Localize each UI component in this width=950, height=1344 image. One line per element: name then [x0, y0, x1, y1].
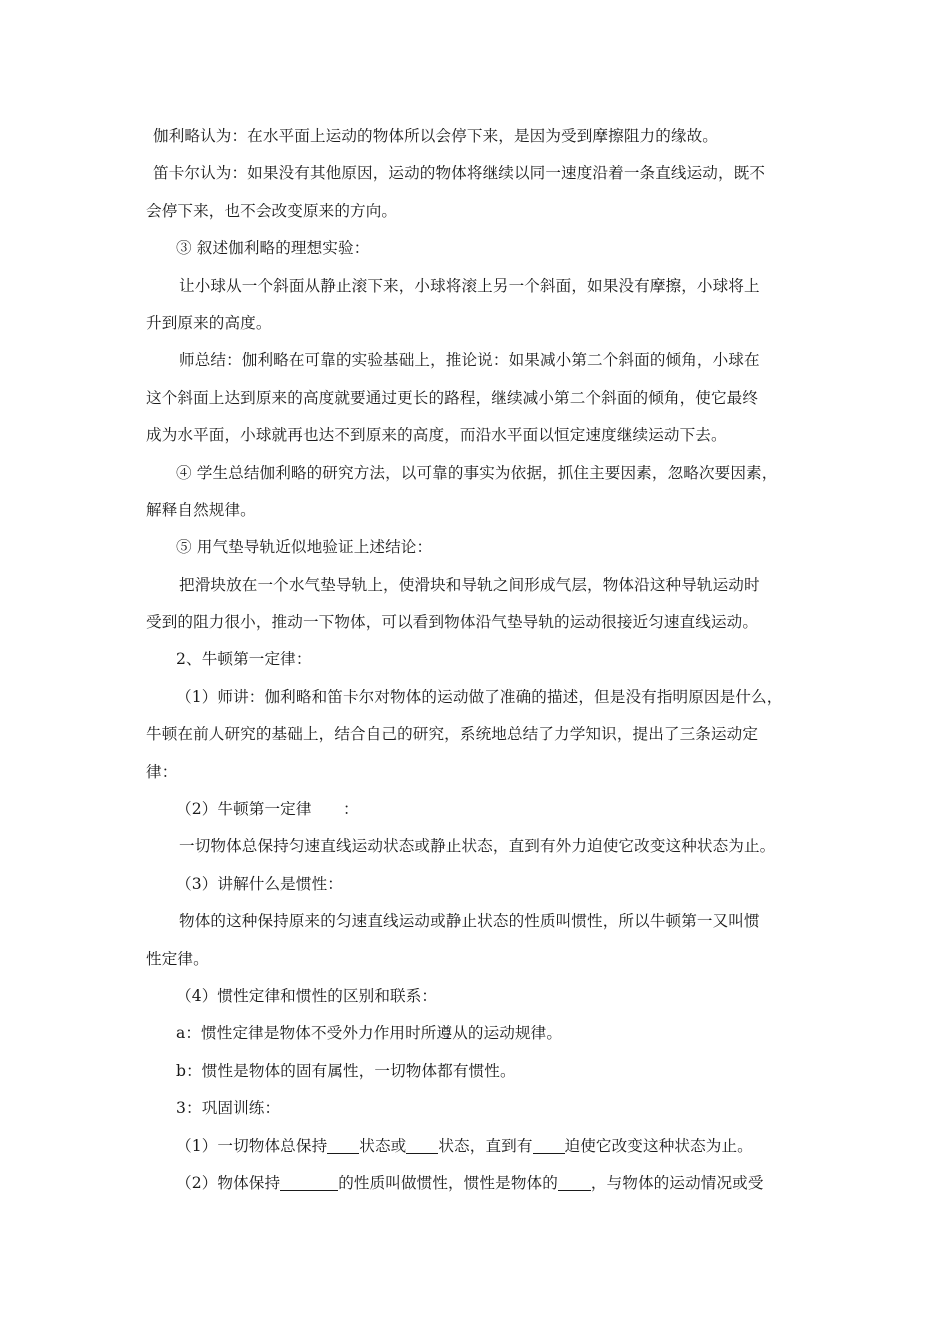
fill-blank — [327, 1137, 359, 1154]
exercise-question-1 — [0, 1128, 950, 1165]
paragraph-research-method: ④ 学生总结伽利略的研究方法，以可靠的事实为依据，抓住主要因素，忽略次要因素， — [176, 463, 778, 482]
paragraph-teacher-talk-cont2: 律： — [146, 762, 178, 781]
heading-ideal-experiment: ③ 叙述伽利略的理想实验： — [176, 239, 370, 258]
heading-inertia: （3）讲解什么是惯性： — [176, 874, 343, 893]
paragraph-descartes-view-cont: 会停下来，也不会改变原来的方向。 — [146, 201, 398, 220]
document-body — [0, 118, 950, 1202]
paragraph-teacher-summary-cont2: 成为水平面，小球就再也达不到原来的高度，而沿水平面以恒定速度继续运动下去。 — [146, 426, 727, 445]
q2-text-3: ，与物体的运动情况或受 — [590, 1173, 764, 1192]
paragraph-descartes-view: 笛卡尔认为：如果没有其他原因，运动的物体将继续以同一速度沿着一条直线运动，既不 — [153, 164, 766, 183]
heading-newton-first-law: 2、牛顿第一定律： — [176, 650, 312, 669]
exercise-question-2 — [0, 1165, 950, 1202]
fill-blank — [533, 1137, 565, 1154]
fill-blank — [280, 1174, 338, 1191]
heading-air-track: ⑤ 用气垫导轨近似地验证上述结论： — [176, 538, 433, 557]
paragraph-teacher-talk: （1）师讲：伽利略和笛卡尔对物体的运动做了准确的描述，但是没有指明原因是什么， — [176, 687, 783, 706]
paragraph-inertia-cont: 性定律。 — [146, 949, 209, 968]
paragraph-teacher-summary-cont1: 这个斜面上达到原来的高度就要通过更长的路程，继续减小第二个斜面的倾角，使它最终 — [146, 388, 759, 407]
paragraph-ideal-experiment-cont: 升到原来的高度。 — [146, 313, 272, 332]
paragraph-air-track-cont: 受到的阻力很小，推动一下物体，可以看到物体沿气垫导轨的运动很接近匀速直线运动。 — [146, 613, 759, 632]
paragraph-galileo-view: 伽利略认为：在水平面上运动的物体所以会停下来，是因为受到摩擦阻力的缘故。 — [153, 127, 718, 145]
q1-text-2: 状态或 — [359, 1136, 407, 1155]
paragraph-research-method-cont: 解释自然规律。 — [146, 500, 256, 519]
q1-text-1: （1）一切物体总保持 — [176, 1136, 328, 1155]
q1-text-4: 迫使它改变这种状态为止。 — [564, 1136, 753, 1155]
q1-text-3: 状态，直到有 — [438, 1136, 533, 1155]
paragraph-air-track: 把滑块放在一个水气垫导轨上，使滑块和导轨之间形成气层，物体沿这种导轨运动时 — [179, 575, 760, 594]
heading-exercises: 3：巩固训练： — [176, 1099, 281, 1118]
paragraph-teacher-summary: 师总结：伽利略在可靠的实验基础上，推论说：如果减小第二个斜面的倾角，小球在 — [179, 351, 760, 370]
fill-blank — [406, 1137, 438, 1154]
list-item-a: a：惯性定律是物体不受外力作用时所遵从的运动规律。 — [176, 1024, 563, 1043]
q2-text-1: （2）物体保持 — [176, 1173, 281, 1192]
heading-law-vs-inertia: （4）惯性定律和惯性的区别和联系： — [176, 986, 438, 1005]
list-item-b: b：惯性是物体的固有属性，一切物体都有惯性。 — [176, 1061, 516, 1080]
paragraph-first-law-statement: 一切物体总保持匀速直线运动状态或静止状态，直到有外力迫使它改变这种状态为止。 — [179, 837, 776, 856]
q2-text-2: 的性质叫做惯性，惯性是物体的 — [338, 1173, 558, 1192]
paragraph-inertia: 物体的这种保持原来的匀速直线运动或静止状态的性质叫惯性，所以牛顿第一又叫惯 — [179, 912, 760, 931]
paragraph-ideal-experiment: 让小球从一个斜面从静止滚下来，小球将滚上另一个斜面，如果没有摩擦，小球将上 — [179, 276, 760, 295]
paragraph-teacher-talk-cont1: 牛顿在前人研究的基础上，结合自己的研究，系统地总结了力学知识，提出了三条运动定 — [146, 725, 759, 744]
heading-first-law: （2）牛顿第一定律 ： — [176, 800, 359, 819]
fill-blank — [558, 1174, 591, 1191]
